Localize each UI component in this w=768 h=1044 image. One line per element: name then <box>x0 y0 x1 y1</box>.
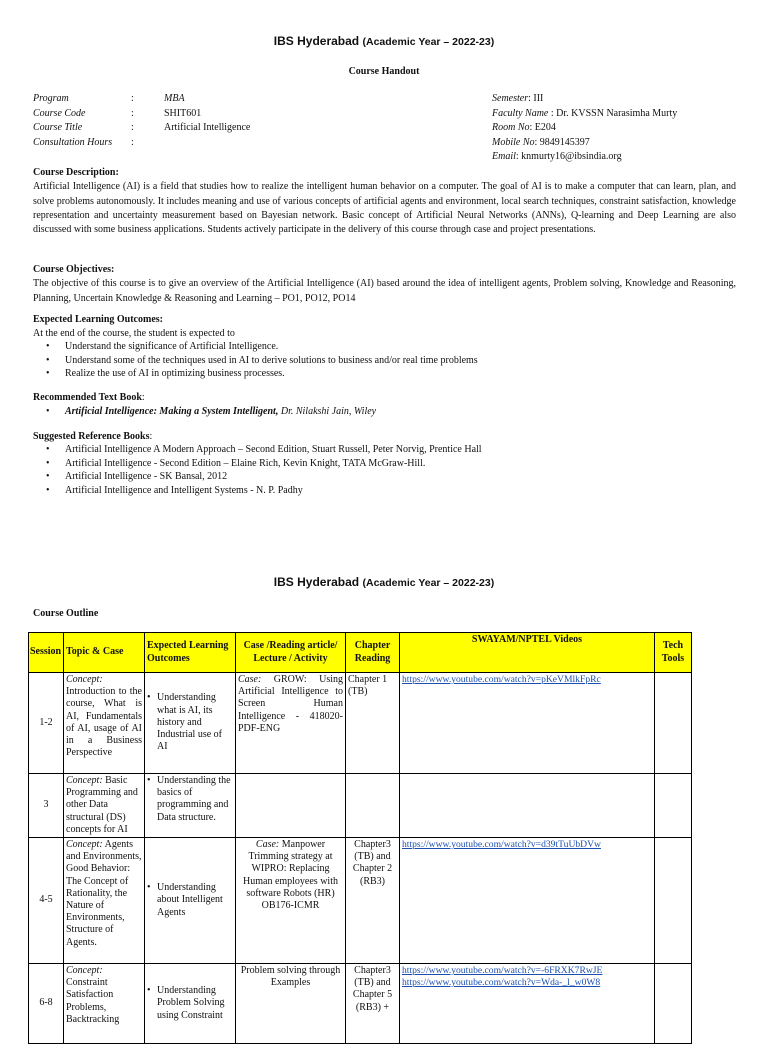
meta-colon: : <box>131 122 134 133</box>
col-header-outcomes: Expected Learning Outcomes <box>145 633 236 673</box>
list-item: • Artificial Intelligence - Second Edition – Elaine Rich, Kevin Knight, TATA McGraw-Hill. <box>65 457 745 471</box>
video-link[interactable]: https://www.youtube.com/watch?v=d39tTuUbDVw <box>402 839 601 851</box>
case-cell <box>236 774 346 838</box>
concept-label: Concept <box>66 775 100 786</box>
meta-label: Semester <box>492 93 529 104</box>
tools-cell <box>655 964 692 1044</box>
outcome-cell: • Understanding what is AI, its history and Industrial use of AI <box>145 673 236 774</box>
textbook-heading: Recommended Text Book <box>33 392 142 403</box>
meta-row-room <box>492 121 752 136</box>
meta-label: Course Title <box>33 122 83 133</box>
outcome-text: Understanding Problem Solving using Constraint <box>157 985 225 1021</box>
meta-label: Room No <box>492 122 530 133</box>
session-cell: 4-5 <box>29 838 64 964</box>
list-item: • Artificial Intelligence A Modern Approach – Second Edition, Stuart Russell, Peter Norvig, Prentice Hall <box>65 443 745 457</box>
list-item <box>65 405 745 419</box>
meta-colon: : <box>131 136 134 148</box>
video-link[interactable]: https://www.youtube.com/watch?v=pKeVMlkFpRc <box>402 674 601 685</box>
meta-value: : Dr. KVSSN Narasimha Murty <box>548 107 678 119</box>
video-link[interactable]: https://www.youtube.com/watch?v=-6FRXK7RwJE <box>402 965 603 977</box>
outcome-cell: • Understanding Problem Solving using Constraint <box>145 964 236 1044</box>
outcome-text: Understanding about Intelligent Agents <box>157 882 223 918</box>
tools-cell <box>655 673 692 774</box>
meta-row-course-title <box>33 121 333 136</box>
outline-heading: Course Outline <box>33 608 99 619</box>
chapter-cell: Chapter3 (TB) and Chapter 5 (RB3) + <box>346 964 400 1044</box>
course-meta-left <box>33 92 333 150</box>
table-row <box>29 673 692 774</box>
meta-row-program <box>33 92 333 107</box>
meta-row-semester <box>492 92 752 107</box>
meta-label: Faculty Name <box>492 107 549 119</box>
course-outline-table <box>28 632 692 1044</box>
meta-label: Mobile No <box>492 136 535 148</box>
table-row <box>29 774 692 838</box>
col-header-chapter: Chapter Reading <box>346 633 400 673</box>
outcome-cell: • Understanding about Intelligent Agents <box>145 838 236 964</box>
references-colon: : <box>149 431 153 442</box>
course-description <box>33 166 736 237</box>
meta-value: Artificial Intelligence <box>164 122 251 133</box>
textbook-title: Artificial Intelligence: Making a System Intelligent, <box>65 406 279 417</box>
header-academic-year: (Academic Year – 2022-23) <box>362 36 495 48</box>
header-institute: IBS Hyderabad <box>273 34 360 48</box>
meta-colon: : <box>131 93 134 104</box>
learning-outcomes <box>33 313 736 342</box>
header-academic-year: (Academic Year – 2022-23) <box>362 577 495 589</box>
references-list <box>65 443 745 497</box>
objectives-heading: Course Objectives: <box>33 264 115 275</box>
concept-label: Concept <box>66 674 100 685</box>
meta-value: : 9849145397 <box>534 136 590 148</box>
chapter-cell: Chapter 1 (TB) <box>346 673 400 774</box>
meta-value: : III <box>528 93 544 104</box>
description-text: Artificial Intelligence (AI) is a field that studies how to realize the intelligent human behavior on a computer. The goal of AI is to make a computer that can learn, plan, and solve problems autonomously. It includes meaning and use of various concepts of artificial agents and environment, local search techniques, constraint satisfaction, knowledge representation and uncertainty measurement based on Bayesian network. Basic concept of Artificial Neural Networks (ANNs), Q-learning and Deep Learning are also discussed with some business applications. Students actively participate in the delivery of this course through case and project presentations. <box>33 181 736 236</box>
meta-label: Program <box>33 93 69 104</box>
table-header-row <box>29 633 692 673</box>
table-row <box>29 964 692 1044</box>
tools-cell <box>655 774 692 838</box>
videos-cell <box>400 774 655 838</box>
meta-row-mobile <box>492 136 752 151</box>
topic-text: Agents and Environments, Good Behavior: The Concept of Rationality, the Nature of Environments, Structure of Agents. <box>66 839 142 948</box>
page-header <box>0 35 768 49</box>
videos-cell <box>400 964 655 1044</box>
col-header-case: Case /Reading article/ Lecture / Activity <box>236 633 346 673</box>
outcomes-intro: At the end of the course, the student is expected to <box>33 328 235 340</box>
header-institute: IBS Hyderabad <box>273 575 360 589</box>
list-item: • Artificial Intelligence and Intelligent Systems - N. P. Padhy <box>65 484 745 498</box>
col-header-videos: SWAYAM/NPTEL Videos <box>400 633 655 673</box>
videos-cell <box>400 838 655 964</box>
topic-cell: Concept: Introduction to the course, What is AI, Fundamentals of AI, usage of AI in a Business Perspective <box>64 673 145 774</box>
topic-cell: Concept: Basic Programming and other Data structural (DS) concepts for AI <box>64 774 145 838</box>
list-item: • Realize the use of AI in optimizing business processes. <box>65 367 745 381</box>
video-link[interactable]: https://www.youtube.com/watch?v=Wda-_l_w0W8 <box>402 977 601 989</box>
col-header-session: Session <box>29 633 64 673</box>
session-cell: 3 <box>29 774 64 838</box>
topic-cell: Concept: Agents and Environments, Good Behavior: The Concept of Rationality, the Nature of Environments, Structure of Agents. <box>64 838 145 964</box>
case-text: Manpower Trimming strategy at WIPRO: Replacing Human employees with software Robots (HR) OB176-ICMR <box>243 839 338 912</box>
outcomes-list <box>65 340 745 381</box>
meta-value: MBA <box>164 93 185 104</box>
handout-title: Course Handout <box>348 66 420 77</box>
session-cell: 1-2 <box>29 673 64 774</box>
meta-label: Consultation Hours <box>33 136 113 148</box>
meta-row-consultation <box>33 136 333 151</box>
page-header-2 <box>0 576 768 590</box>
course-objectives <box>33 263 736 306</box>
recommended-textbook <box>33 391 736 405</box>
chapter-cell: Chapter3 (TB) and Chapter 2 (RB3) <box>346 838 400 964</box>
tools-cell <box>655 838 692 964</box>
textbook-author: Dr. Nilakshi Jain, Wiley <box>278 406 377 417</box>
outcome-cell: • Understanding the basics of programming and Data structure. <box>145 774 236 838</box>
outcomes-heading: Expected Learning Outcomes: <box>33 314 163 325</box>
case-label: Case <box>255 839 276 851</box>
textbook-list <box>65 405 745 419</box>
outcome-text: Understanding the basics of programming and Data structure. <box>157 775 231 823</box>
meta-value: : E204 <box>529 122 556 133</box>
list-item: • Understand the significance of Artificial Intelligence. <box>65 340 745 354</box>
meta-colon: : <box>131 107 134 119</box>
meta-label: Email <box>492 151 516 162</box>
chapter-cell <box>346 774 400 838</box>
outcome-text: Understanding what is AI, its history and Industrial use of AI <box>157 692 222 753</box>
case-cell: Case: GROW: Using Artificial Intelligence to Screen Human Intelligence - 418020-PDF-ENG <box>236 673 346 774</box>
col-header-topic: Topic & Case <box>64 633 145 673</box>
course-meta-right <box>492 92 752 165</box>
case-cell: Case: Manpower Trimming strategy at WIPRO: Replacing Human employees with software Robots (HR) OB176-ICMR <box>236 838 346 964</box>
meta-value: SHIT601 <box>164 107 202 119</box>
description-heading: Course Description: <box>33 167 119 178</box>
topic-cell: Concept: Constraint Satisfaction Problems, Backtracking <box>64 964 145 1044</box>
list-item: • Artificial Intelligence - SK Bansal, 2012 <box>65 470 745 484</box>
meta-label: Course Code <box>33 107 86 119</box>
concept-label: Concept <box>66 965 100 977</box>
concept-label: Concept <box>66 839 100 851</box>
col-header-tools: Tech Tools <box>655 633 692 673</box>
topic-text: Basic Programming and other Data structural (DS) concepts for AI <box>66 775 138 835</box>
references-heading: Suggested Reference Books <box>33 431 150 442</box>
meta-row-course-code <box>33 107 333 122</box>
session-cell: 6-8 <box>29 964 64 1044</box>
case-cell: Problem solving through Examples <box>236 964 346 1044</box>
table-row <box>29 838 692 964</box>
topic-text: Introduction to the course, What is AI, Fundamentals of AI, usage of AI in a Business Perspective <box>66 686 142 759</box>
objectives-text: The objective of this course is to give an overview of the Artificial Intelligence (AI) based around the idea of intelligent agents, Problem solving, Knowledge and Reasoning, Planning, Uncertain Knowledge & Reasoning and Learning – PO1, PO12, PO14 <box>33 278 736 304</box>
meta-value: : knmurty16@ibsindia.org <box>515 151 622 162</box>
videos-cell <box>400 673 655 774</box>
topic-text: Constraint Satisfaction Problems, Backtracking <box>66 977 120 1025</box>
meta-row-faculty <box>492 107 752 122</box>
textbook-colon: : <box>141 392 145 403</box>
case-label: Case <box>238 674 258 685</box>
list-item: • Understand some of the techniques used in AI to derive solutions to business and/or real time problems <box>65 354 745 368</box>
case-text: GROW: Using Artificial Intelligence to Screen Human Intelligence - 418020-PDF-ENG <box>238 674 343 734</box>
meta-row-email <box>492 150 752 165</box>
